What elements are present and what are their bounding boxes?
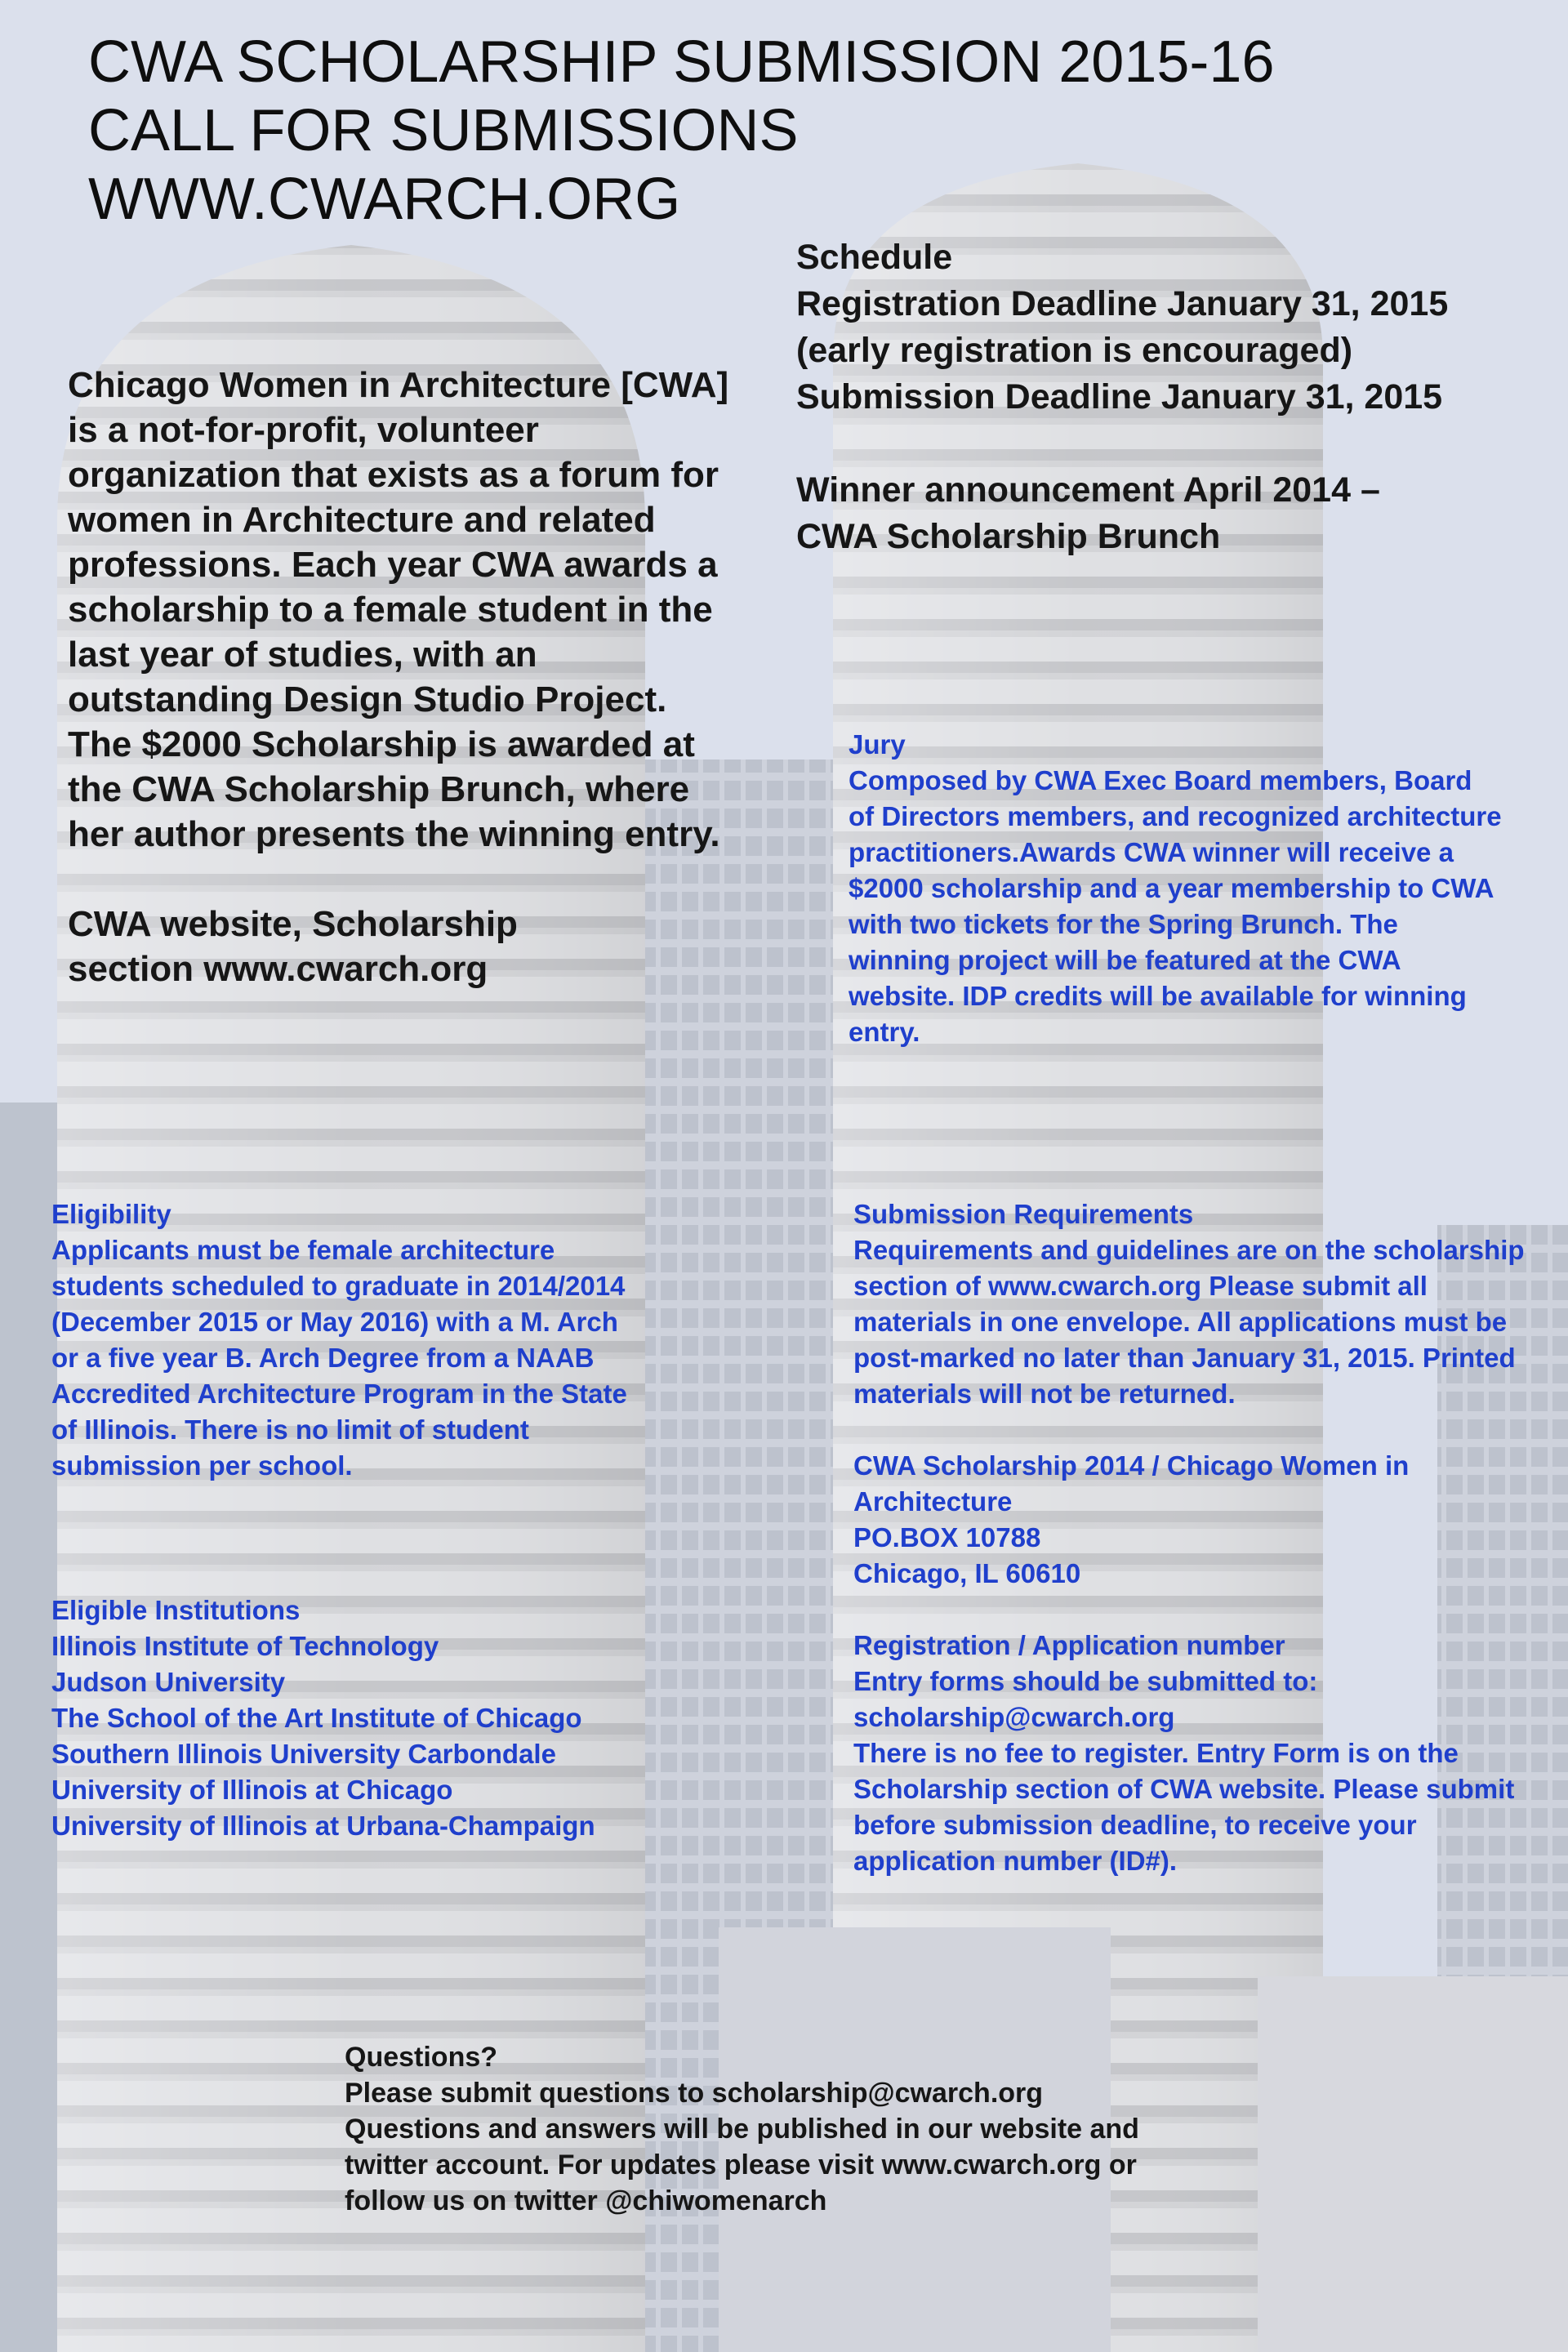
- institutions-section: [51, 1592, 770, 1844]
- jury-section: [849, 727, 1502, 1050]
- institution-item: Illinois Institute of Technology: [51, 1631, 439, 1661]
- schedule-registration: Registration Deadline January 31, 2015: [796, 284, 1449, 323]
- requirements-section: [853, 1196, 1535, 1879]
- schedule-early: (early registration is encouraged): [796, 331, 1353, 370]
- jury-heading: Jury: [849, 729, 906, 760]
- questions-line: Please submit questions to scholarship@cwarch.org: [345, 2078, 1044, 2109]
- registration-body: There is no fee to register. Entry Form is on the Scholarship section of CWA website. Please submit before submission deadline, to receive your application number (ID#).: [853, 1738, 1515, 1876]
- requirements-heading: Submission Requirements: [853, 1199, 1194, 1229]
- mailing-address: [853, 1448, 1535, 1592]
- eligibility-body: Applicants must be female architecture students scheduled to graduate in 2014/2014 (December 2015 or May 2016) with a M. Arch or a five year B. Arch Degree from a NAAB Accredited Architecture Program in the State of Illinois. There is no limit of student submission per school.: [51, 1235, 627, 1481]
- registration-line: Entry forms should be submitted to:: [853, 1666, 1318, 1696]
- schedule-section: [796, 234, 1531, 560]
- schedule-submission: Submission Deadline January 31, 2015: [796, 377, 1443, 416]
- intro-paragraph: Chicago Women in Architecture [CWA] is a not-for-profit, volunteer organization that exists as a forum for women in Architecture and related professions. Each year CWA awards a scholarship to a female student in the last year of studies, with an outstanding Design Studio Project. The $2000 Scholarship is awarded at the CWA Scholarship Brunch, where her author presents the winning entry.: [68, 365, 729, 854]
- questions-heading: Questions?: [345, 2042, 498, 2073]
- eligibility-heading: Eligibility: [51, 1199, 172, 1229]
- institution-item: Judson University: [51, 1667, 286, 1697]
- title-line-3: WWW.CWARCH.ORG: [88, 167, 681, 232]
- address-line-3: Chicago, IL 60610: [853, 1558, 1081, 1588]
- intro-section: [68, 363, 737, 991]
- requirements-body: Requirements and guidelines are on the scholarship section of www.cwarch.org Please submit all materials in one envelope. All applications must be post-marked no later than January 31, 2015. Printed materials will not be returned.: [853, 1235, 1525, 1409]
- institutions-heading: Eligible Institutions: [51, 1595, 301, 1625]
- schedule-heading: Schedule: [796, 238, 953, 277]
- registration-email: scholarship@cwarch.org: [853, 1702, 1175, 1732]
- institution-item: University of Illinois at Chicago: [51, 1775, 453, 1805]
- title-line-2: CALL FOR SUBMISSIONS: [88, 98, 799, 163]
- institution-item: Southern Illinois University Carbondale: [51, 1739, 556, 1769]
- questions-section: [345, 2039, 1210, 2219]
- registration-heading: Registration / Application number: [853, 1630, 1285, 1660]
- jury-body: Composed by CWA Exec Board members, Board of Directors members, and recognized architecture practitioners.Awards CWA winner will receive a $2000 scholarship and a year membership to CWA with two tickets for the Spring Brunch. The winning project will be featured at the CWA website. IDP credits will be available for winning entry.: [849, 765, 1502, 1047]
- intro-website: CWA website, Scholarship section www.cwarch.org: [68, 904, 518, 989]
- institution-item: University of Illinois at Urbana-Champaign: [51, 1811, 595, 1841]
- schedule-winner: Winner announcement April 2014 – CWA Scholarship Brunch: [796, 470, 1380, 556]
- address-line-1: CWA Scholarship 2014 / Chicago Women in Architecture: [853, 1450, 1410, 1517]
- page-title: [88, 28, 1274, 234]
- questions-body: Questions and answers will be published in our website and twitter account. For updates please visit www.cwarch.org or follow us on twitter @chiwomenarch: [345, 2114, 1139, 2216]
- eligibility-section: [51, 1196, 639, 1484]
- address-line-2: PO.BOX 10788: [853, 1522, 1041, 1552]
- institution-item: The School of the Art Institute of Chicago: [51, 1703, 582, 1733]
- title-line-1: CWA SCHOLARSHIP SUBMISSION 2015-16: [88, 29, 1275, 95]
